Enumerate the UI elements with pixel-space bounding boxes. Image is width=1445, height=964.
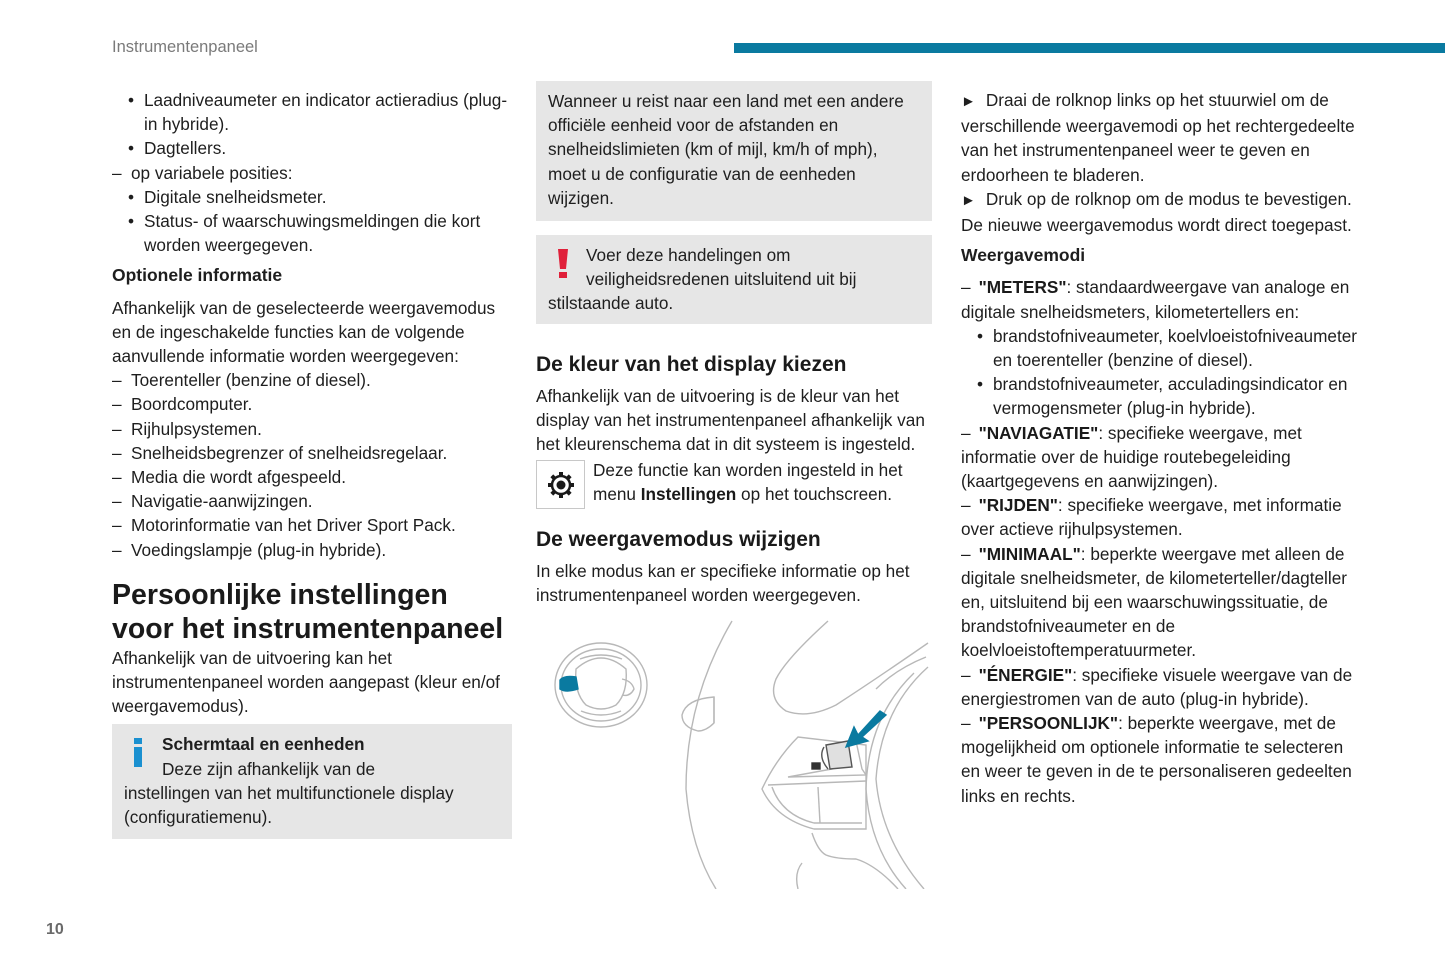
list-item: • Status- of waarschuwingsmeldingen die kort worden weergegeven. (112, 209, 512, 257)
warning-callout (536, 235, 932, 324)
list-item: – Voedingslampje (plug-in hybride). (112, 538, 512, 562)
step-result: De nieuwe weergavemodus wordt direct toegepast. (961, 215, 1352, 236)
list-item: – Media die wordt afgespeeld. (112, 465, 512, 489)
modes-heading: Weergavemodi (961, 245, 1086, 266)
info-callout-text-rest: instellingen van het multifunctionele display (configuratiemenu). (124, 782, 454, 828)
list-item: • brandstofniveaumeter, acculadingsindicator en vermogensmeter (plug-in hybride). (961, 372, 1361, 420)
right-column (961, 88, 1361, 808)
list-item: • Laadniveaumeter en indicator actieradius (plug-in hybride). (112, 88, 512, 136)
running-header: Instrumentenpaneel (112, 38, 258, 56)
color-section-text: Afhankelijk van de uitvoering is de kleur van het display van het instrumentenpaneel afhankelijk van het kleurenschema dat in dit systeem is ingesteld. (536, 385, 925, 455)
warning-text-rest: stilstaande auto. (548, 293, 674, 314)
header-accent-bar (734, 43, 1445, 53)
optional-info-heading: Optionele informatie (112, 265, 283, 286)
list-item: – Boordcomputer. (112, 392, 512, 416)
main-intro: Afhankelijk van de uitvoering kan het instrumentenpaneel worden aangepast (kleur en/of weergavemodus). (112, 647, 500, 717)
mode-section-heading: De weergavemodus wijzigen (536, 527, 821, 551)
middle-column (536, 81, 932, 889)
list-item: – Motorinformatie van het Driver Sport Pack. (112, 513, 512, 537)
list-item: – op variabele posities: (112, 161, 512, 185)
page-number: 10 (46, 921, 64, 938)
settings-note (536, 458, 932, 506)
left-column (112, 88, 512, 839)
step-arrow-icon: ► (961, 93, 976, 110)
list-item: – Snelheidsbegrenzer of snelheidsregelaar. (112, 441, 512, 465)
list-item: • brandstofniveaumeter, koelvloeistofniveaumeter en toerenteller (benzine of diesel). (961, 324, 1361, 372)
steering-wheel-illustration (536, 619, 932, 889)
list-item: – Rijhulpsystemen. (112, 417, 512, 441)
settings-menu-name: Instellingen (640, 484, 737, 505)
settings-note-text-after: op het touchscreen. (736, 484, 893, 505)
info-callout-title: Schermtaal en eenheden (162, 734, 365, 755)
steering-wheel-inset-icon (555, 643, 647, 727)
warning-text-first: Voer deze handelingen om veiligheidsredenen uitsluitend uit bij (586, 245, 857, 290)
settings-note-text: Deze functie kan worden ingesteld in het menu (593, 460, 903, 505)
list-item: – Navigatie-aanwijzingen. (112, 489, 512, 513)
step-1: ► Draai de rolknop links op het stuurwiel om de verschillende weergavemodi op het rechtergedeelte van het instrumentenpaneel weer te geven en erdoorheen te bladeren. (961, 90, 1355, 185)
mode-item-energie: – "ÉNERGIE": specifieke visuele weergave van de energiestromen van de auto (plug-in hybride). (961, 663, 1361, 711)
units-callout: Wanneer u reist naar een land met een andere officiële eenheid voor de afstanden en snelheidslimieten (km of mijl, km/h of mph), moet u de configuratie van de eenheden wijzigen. (536, 81, 932, 221)
mode-item-navigatie: – "NAVIAGATIE": specifieke weergave, met informatie over de huidige routebegeleiding (kaartgegevens en aanwijzingen). (961, 421, 1361, 494)
mode-item-minimaal: – "MINIMAAL": beperkte weergave met alleen de digitale snelheidsmeter, de kilometerteller/dagteller en, uitsluitend bij een waarschuwingssituatie, de brandstofniveaumeter en de koelvloeistoftemperatuurmeter. (961, 542, 1361, 663)
page-title: Persoonlijke instellingen voor het instrumentenpaneel (112, 578, 504, 645)
list-item: – Toerenteller (benzine of diesel). (112, 368, 512, 392)
info-callout (112, 724, 512, 839)
list-item: • Digitale snelheidsmeter. (112, 185, 512, 209)
optional-info-intro: Afhankelijk van de geselecteerde weergavemodus en de ingeschakelde functies kan de volgende aanvullende informatie worden weergegeven: (112, 297, 496, 367)
mode-section-text: In elke modus kan er specifieke informatie op het instrumentenpaneel worden weergegeven. (536, 560, 910, 605)
gear-settings-icon (536, 460, 585, 509)
mode-item-meters: – "METERS": standaardweergave van analoge en digitale snelheidsmeters, kilometertellers en: (961, 275, 1361, 323)
color-section-heading: De kleur van het display kiezen (536, 352, 847, 376)
mode-item-rijden: – "RIJDEN": specifieke weergave, met informatie over actieve rijhulpsystemen. (961, 493, 1361, 541)
warning-exclamation-icon (558, 249, 568, 279)
info-callout-text-first: Deze zijn afhankelijk van de (162, 758, 376, 779)
step-2: ► Druk op de rolknop om de modus te bevestigen. (961, 187, 1361, 213)
mode-item-persoonlijk: – "PERSOONLIJK": beperkte weergave, met de mogelijkheid om optionele informatie te selecteren en weer te geven in de te personaliseren gedeelten links en rechts. (961, 711, 1361, 808)
list-item: • Dagtellers. (112, 136, 512, 160)
info-icon (134, 738, 142, 768)
step-arrow-icon: ► (961, 191, 976, 209)
